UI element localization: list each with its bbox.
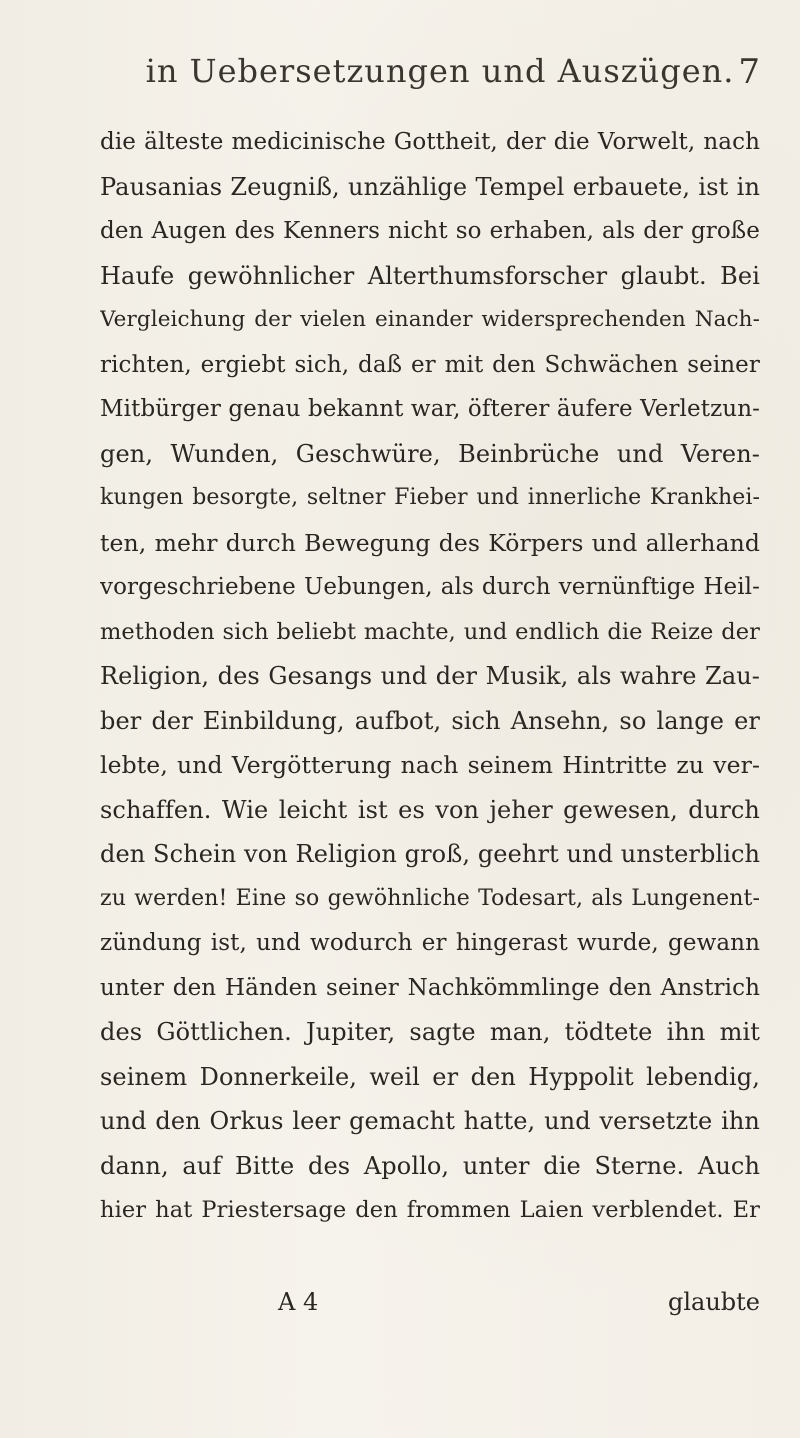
text-line: zu werden! Eine so gewöhnliche Todesart, als Lungenent-: [100, 885, 760, 911]
text-line: gen, Wunden, Geschwüre, Beinbrüche und Veren-: [100, 439, 760, 468]
page-footer: [100, 1280, 760, 1324]
text-line: seinem Donnerkeile, weil er den Hyppolit lebendig,: [100, 1062, 760, 1091]
text-line: ten, mehr durch Bewegung des Körpers und allerhand: [100, 528, 760, 557]
catchword: glaubte: [667, 1288, 760, 1316]
text-line: schaffen. Wie leicht ist es von jeher gewesen, durch: [100, 795, 760, 824]
signature-mark: A 4: [278, 1288, 319, 1316]
text-line: vorgeschriebene Uebungen, als durch vernünftige Heil-: [100, 574, 760, 600]
text-line: lebte, und Vergötterung nach seinem Hintritte zu ver-: [100, 751, 760, 779]
running-title: in Uebersetzungen und Auszügen.: [145, 52, 735, 90]
text-line: ber der Einbildung, aufbot, sich Ansehn, so lange er: [100, 706, 760, 735]
text-line: hier hat Priestersage den frommen Laien verblendet. Er: [100, 1197, 760, 1223]
text-line: richten, ergiebt sich, daß er mit den Schwächen seiner: [100, 351, 760, 378]
text-line: dann, auf Bitte des Apollo, unter die Sterne. Auch: [100, 1151, 760, 1180]
text-line: des Göttlichen. Jupiter, sagte man, tödtete ihn mit: [100, 1018, 760, 1046]
text-line: Mitbürger genau bekannt war, öfterer äufere Verletzun-: [100, 396, 760, 422]
text-line: Haufe gewöhnlicher Alterthumsforscher glaubt. Bei: [100, 261, 760, 290]
text-line: kungen besorgte, seltner Fieber und innerliche Krankhei-: [100, 485, 760, 510]
text-line: unter den Händen seiner Nachkömmlinge den Anstrich: [100, 974, 760, 1001]
text-line: die älteste medicinische Gottheit, der die Vorwelt, nach: [100, 129, 760, 155]
text-line: Pausanias Zeugniß, unzählige Tempel erbauete, ist in: [100, 172, 760, 201]
running-head: [120, 52, 760, 96]
text-line: Vergleichung der vielen einander widersprechenden Nach-: [100, 307, 760, 332]
text-line: zündung ist, und wodurch er hingerast wurde, gewann: [100, 930, 760, 956]
body-text: [100, 120, 760, 1233]
text-line: und den Orkus leer gemacht hatte, und versetzte ihn: [100, 1107, 760, 1135]
text-line: den Augen des Kenners nicht so erhaben, als der große: [100, 218, 760, 244]
text-line: Religion, des Gesangs und der Musik, als wahre Zau-: [100, 662, 760, 690]
text-line: den Schein von Religion groß, geehrt und unsterblich: [100, 840, 760, 868]
text-line: methoden sich beliebt machte, und endlich die Reize der: [100, 618, 760, 645]
page-number: 7: [738, 52, 760, 92]
